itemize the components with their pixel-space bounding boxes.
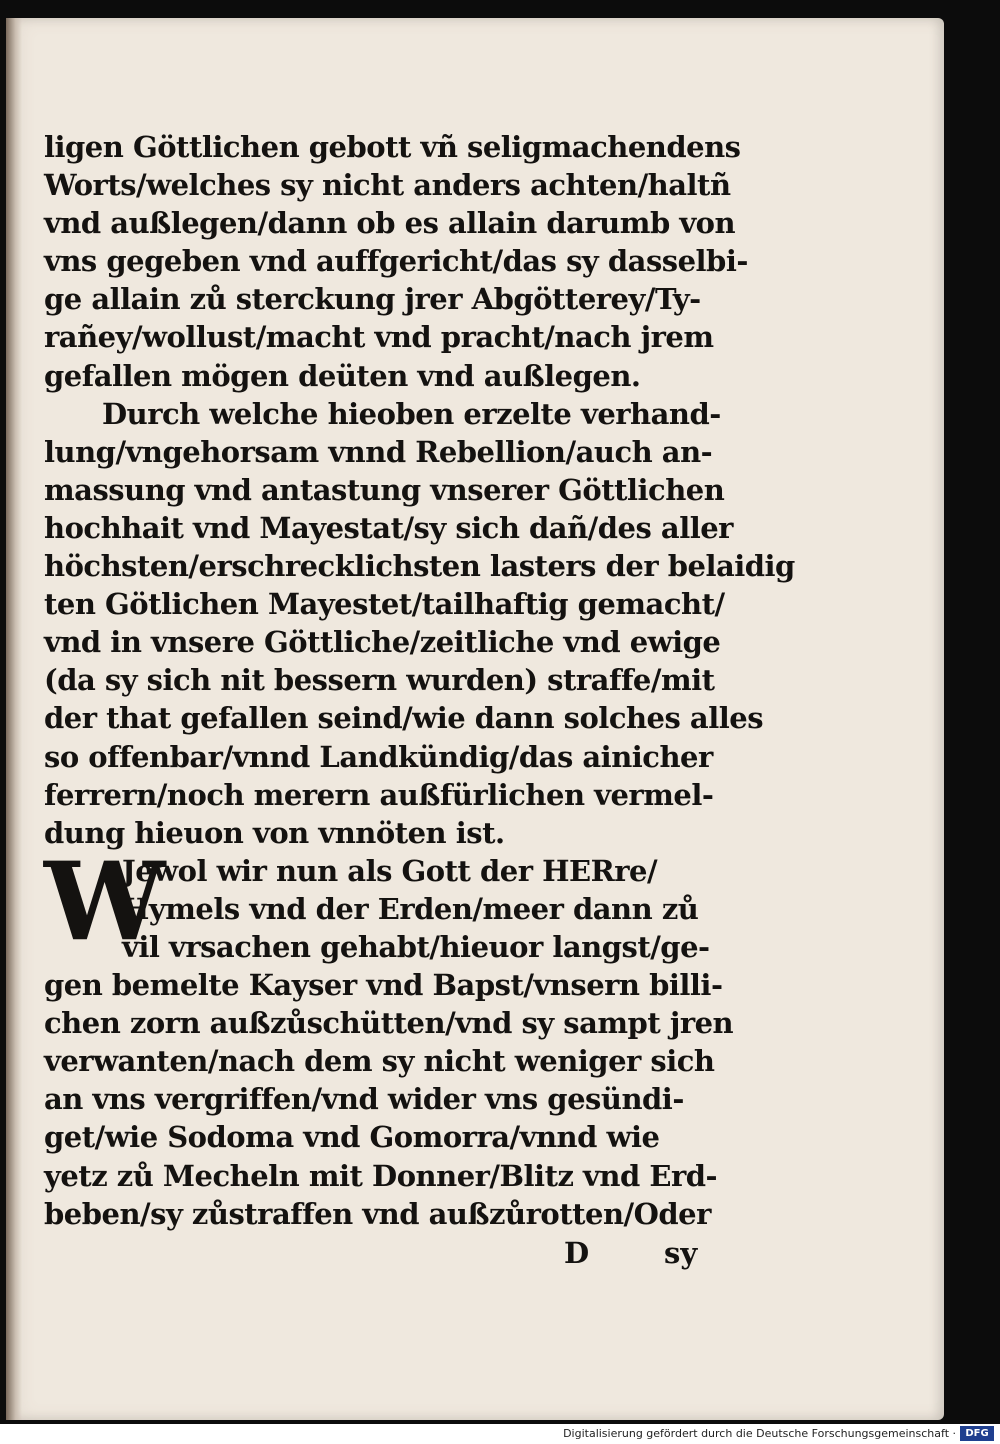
dfg-logo-icon: DFG: [960, 1426, 994, 1441]
text-line: ferrern/noch merern außfürlichen vermel-: [44, 777, 714, 812]
text-line: Jewol wir nun als Gott der HERre/: [122, 853, 658, 888]
text-line: verwanten/nach dem sy nicht weniger sich: [44, 1044, 715, 1079]
text-line: lung/vngehorsam vnnd Rebellion/auch an-: [44, 434, 713, 469]
text-line: so offenbar/vnnd Landkündig/das ainicher: [44, 739, 713, 774]
funding-credit: Digitalisierung gefördert durch die Deutsche Forschungsgemeinschaft ·: [563, 1427, 956, 1440]
text-line: hochhait vnd Mayestat/sy sich dañ/des aller: [44, 510, 733, 545]
text-line: Durch welche hieoben erzelte verhand-: [102, 396, 721, 431]
catchword: sy: [664, 1236, 698, 1270]
text-line: Hymels vnd der Erden/meer dann zů: [122, 891, 699, 926]
text-line: ten Götlichen Mayestet/tailhaftig gemacht/: [44, 587, 725, 622]
text-line: vnd außlegen/dann ob es allain darumb von: [44, 206, 736, 241]
text-line: höchsten/erschrecklichsten lasters der belaidig: [44, 549, 795, 584]
text-line: beben/sy zůstraffen vnd außzůrotten/Oder: [44, 1196, 711, 1231]
text-line: massung vnd antastung vnserer Göttlichen: [44, 472, 725, 507]
page-gutter: [6, 18, 22, 1420]
text-line: ligen Göttlichen gebott vñ seligmachendens: [44, 130, 741, 164]
text-line: der that gefallen seind/wie dann solches alles: [44, 701, 764, 736]
text-line: get/wie Sodoma vnd Gomorra/vnnd wie: [44, 1120, 660, 1155]
text-line: ge allain zů sterckung jrer Abgötterey/Ty-: [44, 282, 701, 317]
text-line: (da sy sich nit bessern wurden) straffe/mit: [44, 663, 715, 698]
text-line: vil vrsachen gehabt/hieuor langst/ge-: [122, 929, 710, 964]
text-line: vns gegeben vnd auffgericht/das sy dasselbi-: [44, 244, 748, 279]
text-line: rañey/wollust/macht vnd pracht/nach jrem: [44, 320, 714, 355]
text-line: gen bemelte Kayser vnd Bapst/vnsern billi-: [44, 968, 723, 1003]
text-line: chen zorn außzůschütten/vnd sy sampt jren: [44, 1006, 734, 1041]
initial-paragraph: [44, 838, 710, 966]
page-text: [44, 128, 795, 1233]
text-line: gefallen mögen deüten vnd außlegen.: [44, 358, 641, 393]
text-line: vnd in vnsere Göttliche/zeitliche vnd ewige: [44, 625, 721, 660]
text-line: Worts/welches sy nicht anders achten/haltñ: [44, 168, 731, 203]
text-line: yetz zů Mecheln mit Donner/Blitz vnd Erd-: [44, 1158, 718, 1193]
drop-initial-letter: W: [44, 838, 165, 965]
text-line: dung hieuon von vnnöten ist.: [44, 815, 505, 850]
signature-mark: D: [564, 1236, 590, 1270]
text-line: an vns vergriffen/vnd wider vns gesündi-: [44, 1082, 684, 1117]
